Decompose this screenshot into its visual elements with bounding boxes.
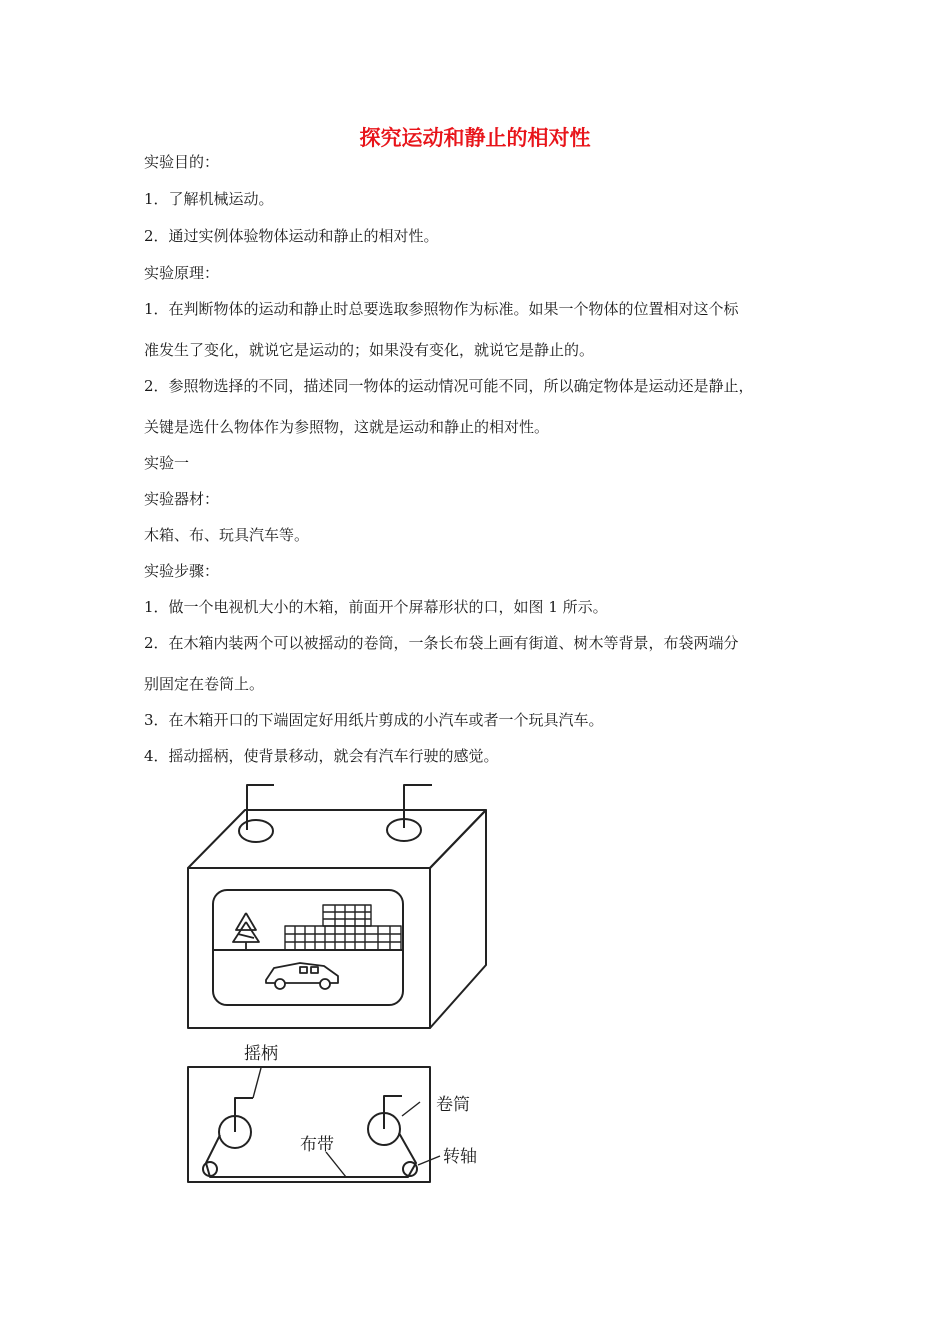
page-title: 探究运动和静止的相对性: [359, 126, 591, 150]
car-icon: [266, 963, 338, 989]
paragraph: 1．做一个电视机大小的木箱，前面开个屏幕形状的口，如图 1 所示。: [144, 598, 608, 616]
label-axle: 转轴: [443, 1147, 477, 1167]
paragraph: 关键是选什么物体作为参照物，这就是运动和静止的相对性。: [144, 418, 550, 436]
paragraph: 1．了解机械运动。: [144, 190, 274, 208]
label-reel: 卷筒: [436, 1095, 470, 1115]
crank-handle-right: [404, 785, 432, 828]
paragraph: 3．在木箱开口的下端固定好用纸片剪成的小汽车或者一个玩具汽车。: [144, 711, 604, 729]
section-heading-materials: 实验器材：: [144, 490, 220, 508]
label-crank: 摇柄: [244, 1044, 278, 1064]
paragraph: 1．在判断物体的运动和静止时总要选取参照物作为标准。如果一个物体的位置相对这个标: [144, 300, 739, 318]
paragraph: 4．摇动摇柄，使背景移动，就会有汽车行驶的感觉。: [144, 747, 499, 765]
paragraph: 准发生了变化，就说它是运动的；如果没有变化，就说它是静止的。: [144, 341, 595, 359]
label-leader-belt: [326, 1152, 346, 1177]
section-heading-experiment-1: 实验一: [144, 454, 190, 472]
figure-1-tv-box: [140, 780, 510, 1210]
paragraph: 别固定在卷筒上。: [144, 675, 265, 693]
label-leader-crank: [253, 1068, 261, 1098]
section-heading-purpose: 实验目的：: [144, 153, 220, 171]
section-heading-principle: 实验原理：: [144, 264, 220, 282]
crank-handle-left: [247, 785, 274, 830]
box-side-face: [430, 810, 486, 1028]
paragraph: 木箱、布、玩具汽车等。: [144, 526, 310, 544]
label-belt: 布带: [300, 1135, 334, 1155]
section-heading-steps: 实验步骤：: [144, 562, 220, 580]
building-icon: [285, 905, 401, 950]
paragraph: 2．在木箱内装两个可以被摇动的卷筒，一条长布袋上画有街道、树木等背景，布袋两端分: [144, 634, 739, 652]
paragraph: 2．通过实例体验物体运动和静止的相对性。: [144, 227, 439, 245]
tree-icon: [233, 913, 259, 950]
label-leader-reel: [402, 1102, 420, 1116]
box-top-face: [188, 810, 486, 868]
screen-opening: [213, 890, 403, 1005]
cross-section-frame: [188, 1067, 430, 1182]
reel-hole-left: [239, 820, 273, 842]
paragraph: 2．参照物选择的不同，描述同一物体的运动情况可能不同，所以确定物体是运动还是静止，: [144, 377, 754, 395]
